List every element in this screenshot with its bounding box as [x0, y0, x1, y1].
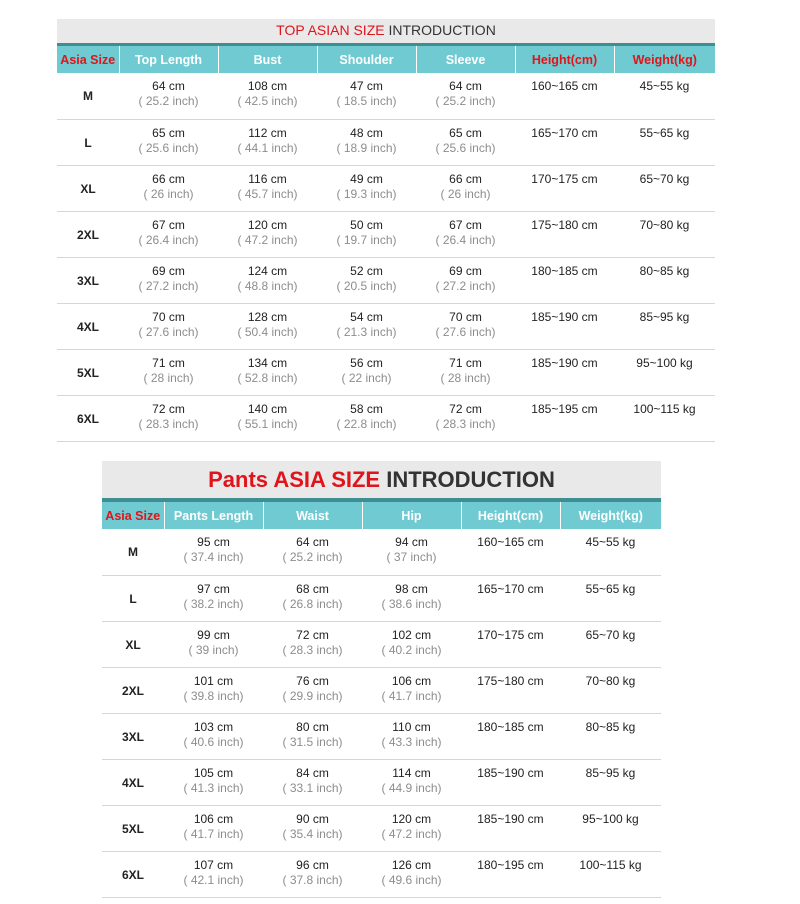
table-cell — [560, 529, 661, 576]
table-cell — [164, 714, 263, 760]
table-cell — [560, 806, 661, 852]
inch-value: ( 50.4 inch) — [237, 325, 298, 339]
size-label: XL — [57, 166, 119, 212]
inch-value: ( 41.3 inch) — [183, 781, 244, 795]
pants-title-rest: INTRODUCTION — [380, 467, 555, 492]
inch-value: ( 37.4 inch) — [183, 550, 244, 564]
cm-value: 95~100 kg — [582, 812, 639, 826]
table-cell — [515, 73, 614, 120]
table-cell — [263, 760, 362, 806]
table-row — [57, 304, 715, 350]
table-row — [57, 350, 715, 396]
table-row — [57, 120, 715, 166]
inch-value: ( 37.8 inch) — [282, 873, 343, 887]
top-title-highlight: TOP ASIAN SIZE — [276, 22, 385, 38]
table-row — [102, 668, 661, 714]
table-cell — [560, 668, 661, 714]
table-cell — [119, 304, 218, 350]
cm-value: 100~115 kg — [579, 858, 642, 872]
cm-value: 116 cm — [248, 172, 287, 186]
table-cell — [362, 714, 461, 760]
inch-value: ( 19.7 inch) — [336, 233, 397, 247]
cm-value: 96 cm — [296, 858, 329, 872]
table-cell — [317, 258, 416, 304]
table-cell — [119, 120, 218, 166]
inch-value: ( 25.6 inch) — [138, 141, 199, 155]
cm-value: 106 cm — [391, 674, 432, 688]
cm-value: 185~195 cm — [531, 402, 598, 416]
table-cell — [416, 73, 515, 120]
top-size-table — [57, 19, 715, 442]
cm-value: 72 cm — [449, 402, 482, 416]
table-cell — [515, 120, 614, 166]
inch-value: ( 41.7 inch) — [183, 827, 244, 841]
header-shoulder: Shoulder — [317, 46, 416, 73]
size-label: 5XL — [57, 350, 119, 396]
table-cell — [317, 304, 416, 350]
table-cell — [317, 120, 416, 166]
cm-value: 106 cm — [193, 812, 234, 826]
size-label: 3XL — [57, 258, 119, 304]
size-label: 3XL — [102, 714, 164, 760]
cm-value: 84 cm — [296, 766, 329, 780]
cm-value: 72 cm — [296, 628, 329, 642]
inch-value: ( 29.9 inch) — [282, 689, 343, 703]
table-row — [102, 806, 661, 852]
cm-value: 47 cm — [350, 79, 383, 93]
cm-value: 64 cm — [449, 79, 482, 93]
table-cell — [515, 166, 614, 212]
table-cell — [416, 350, 515, 396]
pants-header-row — [102, 502, 661, 529]
table-row — [57, 73, 715, 120]
top-size-grid — [57, 46, 715, 442]
header-top-length: Top Length — [119, 46, 218, 73]
table-cell — [119, 350, 218, 396]
table-cell — [263, 529, 362, 576]
cm-value: 185~190 cm — [477, 766, 544, 780]
cm-value: 65 cm — [152, 126, 185, 140]
inch-value: ( 26.4 inch) — [435, 233, 496, 247]
inch-value: ( 22.8 inch) — [336, 417, 397, 431]
inch-value: ( 28.3 inch) — [138, 417, 199, 431]
size-label: L — [57, 120, 119, 166]
inch-value: ( 26.8 inch) — [282, 597, 343, 611]
table-cell — [317, 350, 416, 396]
inch-value: ( 20.5 inch) — [336, 279, 397, 293]
inch-value: ( 25.2 inch) — [282, 550, 343, 564]
cm-value: 134 cm — [247, 356, 288, 370]
table-cell — [263, 852, 362, 898]
cm-value: 55~65 kg — [585, 582, 636, 596]
cm-value: 170~175 cm — [531, 172, 598, 186]
cm-value: 112 cm — [248, 126, 287, 140]
table-cell — [362, 852, 461, 898]
table-cell — [164, 852, 263, 898]
header-pants-length: Pants Length — [164, 502, 263, 529]
cm-value: 98 cm — [395, 582, 428, 596]
size-label: XL — [102, 622, 164, 668]
cm-value: 180~185 cm — [531, 264, 598, 278]
table-cell — [614, 396, 715, 442]
inch-value: ( 42.1 inch) — [183, 873, 244, 887]
inch-value: ( 42.5 inch) — [237, 94, 298, 108]
table-cell — [461, 760, 560, 806]
table-cell — [614, 166, 715, 212]
table-cell — [263, 622, 362, 668]
table-cell — [614, 120, 715, 166]
table-cell — [362, 576, 461, 622]
table-cell — [515, 304, 614, 350]
table-row — [102, 760, 661, 806]
cm-value: 101 cm — [193, 674, 234, 688]
inch-value: ( 28 inch) — [143, 371, 194, 385]
inch-value: ( 26 inch) — [143, 187, 194, 201]
table-cell — [263, 806, 362, 852]
top-table-title — [57, 19, 715, 46]
cm-value: 100~115 kg — [633, 402, 696, 416]
size-label: M — [102, 529, 164, 576]
cm-value: 180~185 cm — [477, 720, 544, 734]
cm-value: 71 cm — [152, 356, 185, 370]
cm-value: 110 cm — [392, 720, 431, 734]
inch-value: ( 43.3 inch) — [381, 735, 442, 749]
header-height: Height(cm) — [461, 502, 560, 529]
cm-value: 114 cm — [392, 766, 431, 780]
cm-value: 69 cm — [449, 264, 482, 278]
inch-value: ( 25.2 inch) — [138, 94, 199, 108]
table-row — [57, 258, 715, 304]
inch-value: ( 28.3 inch) — [282, 643, 343, 657]
cm-value: 97 cm — [197, 582, 230, 596]
table-cell — [362, 806, 461, 852]
inch-value: ( 39 inch) — [188, 643, 239, 657]
table-cell — [461, 576, 560, 622]
cm-value: 160~165 cm — [531, 79, 598, 93]
table-cell — [317, 73, 416, 120]
cm-value: 124 cm — [247, 264, 288, 278]
cm-value: 56 cm — [350, 356, 383, 370]
inch-value: ( 27.6 inch) — [435, 325, 496, 339]
inch-value: ( 18.9 inch) — [336, 141, 397, 155]
cm-value: 64 cm — [296, 535, 329, 549]
inch-value: ( 41.7 inch) — [381, 689, 442, 703]
inch-value: ( 48.8 inch) — [237, 279, 298, 293]
inch-value: ( 52.8 inch) — [237, 371, 298, 385]
table-cell — [614, 73, 715, 120]
cm-value: 102 cm — [391, 628, 432, 642]
header-asia-size: Asia Size — [102, 502, 164, 529]
cm-value: 80~85 kg — [639, 264, 690, 278]
inch-value: ( 26.4 inch) — [138, 233, 199, 247]
table-cell — [263, 714, 362, 760]
cm-value: 85~95 kg — [639, 310, 690, 324]
table-cell — [416, 212, 515, 258]
table-cell — [461, 529, 560, 576]
size-label: 2XL — [57, 212, 119, 258]
header-sleeve: Sleeve — [416, 46, 515, 73]
size-label: 2XL — [102, 668, 164, 714]
cm-value: 67 cm — [449, 218, 482, 232]
table-cell — [614, 350, 715, 396]
cm-value: 69 cm — [152, 264, 185, 278]
table-row — [102, 714, 661, 760]
table-cell — [362, 622, 461, 668]
table-cell — [461, 622, 560, 668]
header-weight: Weight(kg) — [614, 46, 715, 73]
inch-value: ( 19.3 inch) — [336, 187, 397, 201]
table-cell — [218, 166, 317, 212]
cm-value: 90 cm — [296, 812, 329, 826]
inch-value: ( 39.8 inch) — [183, 689, 244, 703]
table-cell — [263, 668, 362, 714]
table-cell — [119, 212, 218, 258]
inch-value: ( 18.5 inch) — [336, 94, 397, 108]
cm-value: 70 cm — [152, 310, 185, 324]
cm-value: 80 cm — [296, 720, 329, 734]
size-label: 6XL — [57, 396, 119, 442]
header-asia-size: Asia Size — [57, 46, 119, 73]
table-cell — [461, 714, 560, 760]
header-weight: Weight(kg) — [560, 502, 661, 529]
cm-value: 160~165 cm — [477, 535, 544, 549]
cm-value: 70~80 kg — [585, 674, 636, 688]
table-cell — [263, 576, 362, 622]
table-cell — [416, 166, 515, 212]
top-header-row — [57, 46, 715, 73]
table-cell — [515, 258, 614, 304]
inch-value: ( 40.6 inch) — [183, 735, 244, 749]
table-row — [57, 166, 715, 212]
cm-value: 120 cm — [247, 218, 288, 232]
table-cell — [560, 622, 661, 668]
table-cell — [461, 852, 560, 898]
table-cell — [119, 166, 218, 212]
table-cell — [560, 852, 661, 898]
pants-title-highlight: Pants ASIA SIZE — [208, 467, 381, 492]
pants-size-table — [102, 461, 661, 898]
size-label: M — [57, 73, 119, 120]
cm-value: 103 cm — [193, 720, 234, 734]
inch-value: ( 37 inch) — [386, 550, 437, 564]
table-cell — [362, 529, 461, 576]
cm-value: 65~70 kg — [639, 172, 690, 186]
cm-value: 58 cm — [350, 402, 383, 416]
table-cell — [218, 258, 317, 304]
cm-value: 180~195 cm — [477, 858, 544, 872]
cm-value: 94 cm — [395, 535, 428, 549]
inch-value: ( 26 inch) — [440, 187, 491, 201]
table-cell — [218, 120, 317, 166]
table-cell — [164, 576, 263, 622]
table-cell — [218, 212, 317, 258]
cm-value: 50 cm — [350, 218, 383, 232]
cm-value: 72 cm — [152, 402, 185, 416]
size-label: 6XL — [102, 852, 164, 898]
table-cell — [164, 760, 263, 806]
cm-value: 45~55 kg — [639, 79, 690, 93]
table-cell — [164, 622, 263, 668]
cm-value: 140 cm — [247, 402, 288, 416]
pants-size-grid — [102, 502, 661, 898]
cm-value: 55~65 kg — [639, 126, 690, 140]
inch-value: ( 45.7 inch) — [237, 187, 298, 201]
inch-value: ( 27.2 inch) — [435, 279, 496, 293]
header-height: Height(cm) — [515, 46, 614, 73]
table-row — [102, 529, 661, 576]
table-row — [102, 622, 661, 668]
cm-value: 85~95 kg — [585, 766, 636, 780]
table-cell — [614, 212, 715, 258]
inch-value: ( 28 inch) — [440, 371, 491, 385]
table-cell — [560, 714, 661, 760]
inch-value: ( 33.1 inch) — [282, 781, 343, 795]
table-cell — [164, 806, 263, 852]
cm-value: 170~175 cm — [477, 628, 544, 642]
table-cell — [218, 350, 317, 396]
table-row — [57, 212, 715, 258]
inch-value: ( 25.6 inch) — [435, 141, 496, 155]
cm-value: 49 cm — [350, 172, 383, 186]
cm-value: 185~190 cm — [531, 356, 598, 370]
cm-value: 107 cm — [193, 858, 234, 872]
size-label: 4XL — [57, 304, 119, 350]
table-cell — [560, 576, 661, 622]
inch-value: ( 55.1 inch) — [237, 417, 298, 431]
table-cell — [119, 73, 218, 120]
inch-value: ( 49.6 inch) — [381, 873, 442, 887]
header-waist: Waist — [263, 502, 362, 529]
cm-value: 165~170 cm — [531, 126, 598, 140]
cm-value: 67 cm — [152, 218, 185, 232]
cm-value: 108 cm — [247, 79, 288, 93]
cm-value: 175~180 cm — [477, 674, 544, 688]
cm-value: 70 cm — [449, 310, 482, 324]
table-row — [102, 576, 661, 622]
cm-value: 185~190 cm — [531, 310, 598, 324]
cm-value: 66 cm — [449, 172, 482, 186]
header-bust: Bust — [218, 46, 317, 73]
size-label: L — [102, 576, 164, 622]
table-cell — [317, 166, 416, 212]
cm-value: 71 cm — [449, 356, 482, 370]
inch-value: ( 27.6 inch) — [138, 325, 199, 339]
table-cell — [164, 529, 263, 576]
table-row — [57, 396, 715, 442]
inch-value: ( 38.2 inch) — [183, 597, 244, 611]
cm-value: 54 cm — [350, 310, 383, 324]
inch-value: ( 47.2 inch) — [237, 233, 298, 247]
cm-value: 175~180 cm — [531, 218, 598, 232]
cm-value: 68 cm — [296, 582, 329, 596]
table-cell — [362, 668, 461, 714]
size-label: 4XL — [102, 760, 164, 806]
cm-value: 99 cm — [197, 628, 230, 642]
inch-value: ( 31.5 inch) — [282, 735, 343, 749]
table-cell — [317, 212, 416, 258]
inch-value: ( 38.6 inch) — [381, 597, 442, 611]
inch-value: ( 40.2 inch) — [381, 643, 442, 657]
table-cell — [515, 212, 614, 258]
table-cell — [218, 304, 317, 350]
cm-value: 128 cm — [247, 310, 288, 324]
table-cell — [461, 806, 560, 852]
table-cell — [560, 760, 661, 806]
header-hip: Hip — [362, 502, 461, 529]
table-cell — [416, 120, 515, 166]
table-cell — [515, 396, 614, 442]
cm-value: 80~85 kg — [585, 720, 636, 734]
table-cell — [317, 396, 416, 442]
table-cell — [218, 73, 317, 120]
cm-value: 105 cm — [193, 766, 234, 780]
cm-value: 45~55 kg — [585, 535, 636, 549]
table-cell — [119, 258, 218, 304]
table-cell — [461, 668, 560, 714]
inch-value: ( 44.1 inch) — [237, 141, 298, 155]
cm-value: 66 cm — [152, 172, 185, 186]
inch-value: ( 22 inch) — [341, 371, 392, 385]
cm-value: 95~100 kg — [636, 356, 693, 370]
table-cell — [164, 668, 263, 714]
cm-value: 70~80 kg — [639, 218, 690, 232]
cm-value: 65 cm — [449, 126, 482, 140]
cm-value: 65~70 kg — [585, 628, 636, 642]
pants-table-title — [102, 461, 661, 502]
cm-value: 64 cm — [152, 79, 185, 93]
table-cell — [218, 396, 317, 442]
inch-value: ( 44.9 inch) — [381, 781, 442, 795]
size-label: 5XL — [102, 806, 164, 852]
cm-value: 120 cm — [391, 812, 432, 826]
table-row — [102, 852, 661, 898]
inch-value: ( 25.2 inch) — [435, 94, 496, 108]
inch-value: ( 47.2 inch) — [381, 827, 442, 841]
inch-value: ( 35.4 inch) — [282, 827, 343, 841]
table-cell — [614, 258, 715, 304]
table-cell — [119, 396, 218, 442]
table-cell — [515, 350, 614, 396]
cm-value: 126 cm — [391, 858, 432, 872]
cm-value: 185~190 cm — [477, 812, 544, 826]
table-cell — [614, 304, 715, 350]
top-title-rest: INTRODUCTION — [384, 22, 496, 38]
cm-value: 165~170 cm — [477, 582, 544, 596]
inch-value: ( 28.3 inch) — [435, 417, 496, 431]
table-cell — [362, 760, 461, 806]
table-cell — [416, 304, 515, 350]
cm-value: 95 cm — [197, 535, 230, 549]
table-cell — [416, 258, 515, 304]
cm-value: 76 cm — [296, 674, 329, 688]
inch-value: ( 21.3 inch) — [336, 325, 397, 339]
cm-value: 52 cm — [350, 264, 383, 278]
table-cell — [416, 396, 515, 442]
cm-value: 48 cm — [350, 126, 383, 140]
inch-value: ( 27.2 inch) — [138, 279, 199, 293]
